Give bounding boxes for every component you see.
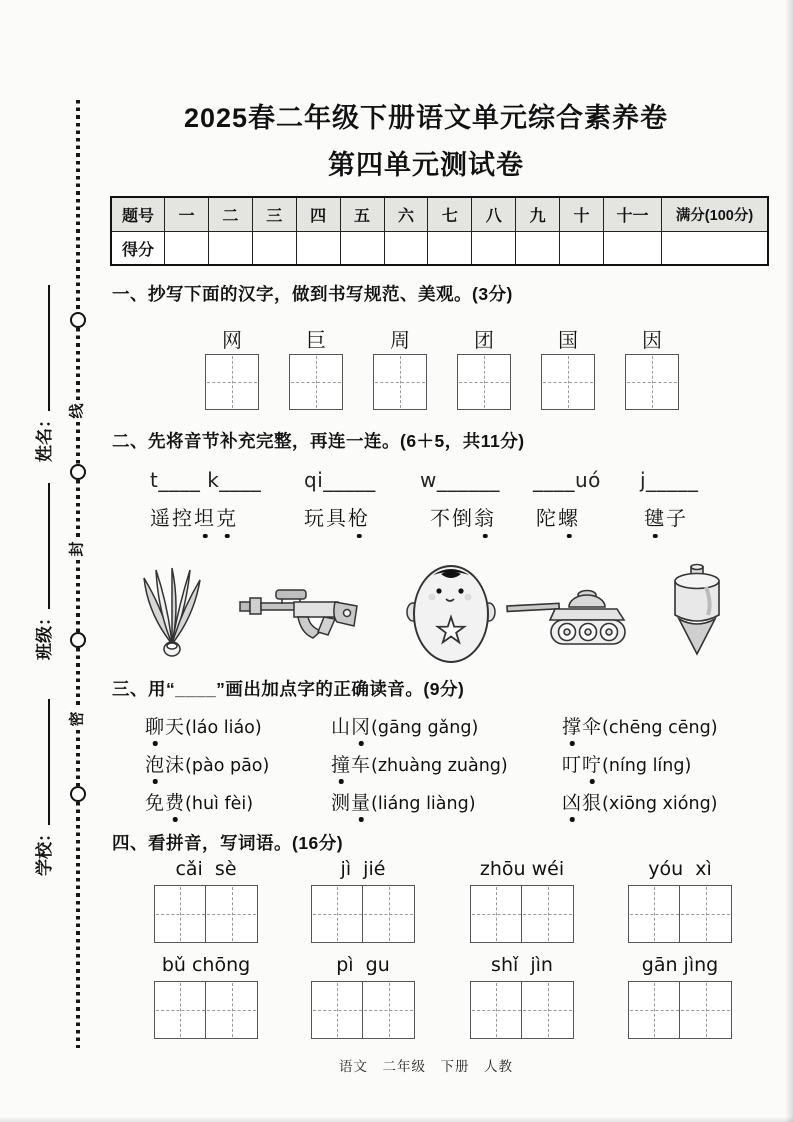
seal-char: 密 [68, 711, 86, 727]
school-field-label: 学校： [35, 825, 54, 876]
pinyin-label: zhōu wéi [479, 858, 565, 880]
hanzi-char: 泡 [145, 750, 165, 777]
score-table-header-cell: 八 [471, 198, 515, 231]
score-table-header-cell: 四 [296, 198, 340, 231]
pronunciation-item [331, 788, 562, 815]
hanzi-char: 咛 [582, 750, 602, 777]
hanzi-char: 不 [430, 508, 452, 530]
copy-char-column [457, 324, 511, 410]
score-empty-cell[interactable] [559, 231, 603, 264]
section1-copy-row [205, 324, 679, 410]
copy-char: 巨 [306, 330, 326, 352]
toy-gun-image [238, 574, 360, 653]
score-empty-cell[interactable] [164, 231, 208, 264]
hanzi-char: 翁 [474, 502, 496, 531]
toy-word [304, 502, 370, 531]
copy-char: 周 [390, 330, 410, 352]
pinyin-label: yóu xì [648, 858, 712, 880]
writing-box[interactable] [205, 885, 258, 943]
seal-dotted-segment [76, 422, 80, 464]
score-table-header-cell: 七 [427, 198, 471, 231]
copy-char-column [205, 324, 259, 410]
section1-heading: 一、抄写下面的汉字，做到书写规范、美观。(3分) [112, 284, 513, 304]
copy-char: 网 [222, 330, 242, 352]
seal-dotted-segment [76, 802, 80, 1048]
copy-char-column [289, 324, 343, 410]
writing-box[interactable] [362, 885, 415, 943]
hanzi-char: 量 [351, 788, 371, 815]
hanzi-char: 车 [351, 754, 372, 776]
hanzi-char: 毽 [644, 502, 666, 531]
school-field [30, 699, 55, 876]
writing-box[interactable] [628, 981, 681, 1039]
writing-grid[interactable] [311, 885, 415, 943]
pinyin-label: shǐ jìn [491, 954, 553, 976]
writing-box[interactable] [289, 354, 343, 410]
writing-grid[interactable] [470, 885, 574, 943]
toy-word [430, 502, 496, 531]
dotted-word [145, 717, 185, 738]
dotted-word [150, 508, 238, 530]
writing-box[interactable] [205, 981, 258, 1039]
pinyin-options[interactable]: (zhuàng zuàng) [371, 755, 508, 776]
writing-box[interactable] [470, 885, 523, 943]
pinyin-label: bǔ chōng [161, 954, 251, 976]
score-empty-cell[interactable] [384, 231, 428, 264]
seal-circle [70, 464, 86, 480]
name-field-blank[interactable] [34, 285, 50, 411]
writing-box[interactable] [679, 981, 732, 1039]
copy-char: 团 [474, 330, 494, 352]
page-footer: 语文 二年级 下册 人教 [339, 1059, 513, 1074]
seal-dotted-segment [76, 328, 80, 400]
hanzi-char: 螺 [558, 502, 580, 531]
hanzi-char: 倒 [452, 508, 474, 530]
writing-grid[interactable] [311, 981, 415, 1039]
score-table-header-cell: 六 [384, 198, 428, 231]
hanzi-char: 枪 [348, 502, 370, 531]
writing-box[interactable] [154, 885, 207, 943]
score-empty-cell[interactable] [296, 231, 340, 264]
seal-dotted-segment [76, 648, 80, 708]
pinyin-label: jì jié [340, 858, 386, 880]
score-empty-cell[interactable] [252, 231, 296, 264]
class-field-blank[interactable] [34, 483, 50, 609]
hanzi-char: 坦 [194, 502, 216, 531]
toy-word [536, 502, 580, 531]
hanzi-char: 测 [331, 792, 352, 814]
hanzi-char: 子 [666, 508, 688, 530]
paper-title-line2: 第四单元测试卷 [328, 150, 524, 180]
pinyin-word-column [469, 954, 575, 1039]
pinyin-word-column [310, 954, 416, 1039]
pronunciation-item [145, 712, 331, 739]
dotted-word [562, 755, 602, 776]
seal-char: 封 [68, 541, 86, 557]
score-table-header-cell: 二 [208, 198, 252, 231]
pinyin-options[interactable]: (níng líng) [602, 755, 692, 776]
writing-box[interactable] [470, 981, 523, 1039]
score-row-label: 得分 [112, 231, 164, 264]
score-table-header-cell: 五 [340, 198, 384, 231]
hanzi-char: 费 [165, 788, 185, 815]
copy-char-column [373, 324, 427, 410]
writing-box[interactable] [541, 354, 595, 410]
score-table-header-cell: 十 [559, 198, 603, 231]
toy-word [644, 502, 688, 531]
writing-box[interactable] [154, 981, 207, 1039]
pronunciation-item [331, 750, 562, 777]
writing-grid[interactable] [470, 981, 574, 1039]
school-field-blank[interactable] [34, 699, 50, 825]
name-field-label: 姓名： [35, 411, 54, 462]
pronunciation-item [331, 712, 562, 739]
seal-char: 线 [68, 403, 86, 419]
dotted-word [562, 717, 602, 738]
writing-box[interactable] [625, 354, 679, 410]
dotted-word [536, 508, 580, 530]
name-field [30, 285, 55, 462]
pinyin-options[interactable]: (liáng liàng) [371, 793, 476, 814]
pinyin-word-column [627, 954, 733, 1039]
syllable-blank[interactable]: j_____ [640, 468, 699, 492]
writing-box[interactable] [205, 354, 259, 410]
writing-box[interactable] [521, 981, 574, 1039]
hanzi-char: 陀 [536, 508, 558, 530]
hanzi-char: 冈 [351, 712, 371, 739]
syllable-blank[interactable]: qi_____ [304, 468, 376, 492]
hanzi-char: 伞 [582, 716, 603, 738]
syllable-blank[interactable]: ____uó [533, 468, 601, 492]
writing-box[interactable] [362, 981, 415, 1039]
dotted-word [430, 508, 496, 530]
hanzi-char: 克 [216, 502, 238, 531]
writing-grid[interactable] [154, 885, 258, 943]
hanzi-char: 狠 [582, 792, 603, 814]
hanzi-char: 玩 [304, 508, 326, 530]
seal-dotted-segment [76, 560, 80, 632]
pinyin-options[interactable]: (láo liáo) [185, 717, 262, 738]
writing-box[interactable] [628, 885, 681, 943]
writing-box[interactable] [679, 885, 732, 943]
writing-box[interactable] [373, 354, 427, 410]
dotted-word [644, 508, 688, 530]
hanzi-char: 山 [331, 716, 352, 738]
score-table-header-cell: 满分(100分) [661, 198, 767, 231]
section2-heading: 二、先将音节补充完整，再连一连。(6＋5，共11分) [112, 431, 525, 451]
score-empty-cell[interactable] [515, 231, 559, 264]
pronunciation-item [562, 788, 770, 815]
scan-edge-shadow-bottom [0, 1117, 793, 1122]
paper-title-line1: 2025春二年级下册语文单元综合素养卷 [183, 103, 669, 133]
pinyin-word-column [310, 858, 416, 943]
toy-word [150, 502, 238, 531]
writing-grid[interactable] [154, 981, 258, 1039]
copy-char-column [541, 324, 595, 410]
score-empty-cell[interactable] [471, 231, 515, 264]
tank-image [505, 585, 633, 656]
pronunciation-item [562, 712, 770, 739]
pinyin-options[interactable]: (xiōng xióng) [602, 793, 718, 814]
copy-char: 国 [558, 330, 578, 352]
score-table-header-cell: 十一 [603, 198, 661, 231]
score-table-header-cell: 题号 [112, 198, 164, 231]
score-table-header-cell: 九 [515, 198, 559, 231]
dotted-word [562, 793, 602, 814]
syllable-blank[interactable]: t____ k____ [150, 468, 262, 492]
writing-box[interactable] [457, 354, 511, 410]
seal-line [70, 100, 85, 1040]
score-table-header-cell: 一 [164, 198, 208, 231]
pinyin-options[interactable]: (chēng cēng) [602, 717, 718, 738]
pinyin-word-column [153, 858, 259, 943]
pinyin-label: cǎi sè [175, 858, 237, 880]
seal-circle [70, 786, 86, 802]
pronunciation-item [145, 750, 331, 777]
score-table [110, 196, 769, 266]
seal-circle [70, 312, 86, 328]
writing-box[interactable] [311, 981, 364, 1039]
dotted-word [304, 508, 370, 530]
hanzi-char: 控 [172, 508, 194, 530]
dotted-word [145, 793, 185, 814]
score-empty-cell[interactable] [661, 231, 767, 264]
syllable-blank[interactable]: w______ [420, 468, 500, 492]
shuttlecock-image [140, 562, 204, 667]
pinyin-options[interactable]: (huì fèi) [185, 793, 254, 814]
pinyin-options[interactable]: (gāng gǎng) [371, 717, 479, 738]
section3-heading: 三、用“____”画出加点字的正确读音。(9分) [112, 679, 465, 699]
pinyin-word-column [469, 858, 575, 943]
hanzi-char: 聊 [145, 712, 165, 739]
hanzi-char: 遥 [150, 508, 172, 530]
scan-edge-shadow-right [785, 0, 793, 1122]
pinyin-label: pì gu [336, 954, 390, 976]
pinyin-options[interactable]: (pào pāo) [185, 755, 270, 776]
dotted-word [331, 717, 371, 738]
seal-dotted-segment [76, 100, 80, 312]
class-field-label: 班级： [35, 609, 54, 660]
score-empty-cell[interactable] [427, 231, 471, 264]
hanzi-char: 叮 [562, 754, 583, 776]
writing-box[interactable] [311, 885, 364, 943]
score-table-header-cell: 三 [252, 198, 296, 231]
hanzi-char: 天 [165, 716, 186, 738]
score-empty-cell[interactable] [208, 231, 252, 264]
spinning-top-image [666, 563, 728, 664]
copy-char-column [625, 324, 679, 410]
pronunciation-item [562, 750, 770, 777]
section3-grid [145, 706, 770, 820]
tumbler-doll-image [403, 560, 499, 669]
score-empty-cell[interactable] [603, 231, 661, 264]
writing-box[interactable] [521, 885, 574, 943]
dotted-word [331, 793, 371, 814]
writing-grid[interactable] [628, 981, 732, 1039]
copy-char: 因 [642, 330, 662, 352]
pinyin-word-column [153, 954, 259, 1039]
dotted-word [331, 755, 371, 776]
hanzi-char: 沫 [165, 754, 186, 776]
section4-heading: 四、看拼音，写词语。(16分) [112, 833, 344, 853]
pinyin-label: gān jìng [641, 954, 719, 976]
hanzi-char: 撑 [562, 712, 582, 739]
pinyin-word-column [627, 858, 733, 943]
score-empty-cell[interactable] [340, 231, 384, 264]
writing-grid[interactable] [628, 885, 732, 943]
hanzi-char: 撞 [331, 750, 351, 777]
hanzi-char: 具 [326, 508, 348, 530]
pronunciation-item [145, 788, 331, 815]
seal-dotted-segment [76, 730, 80, 786]
seal-dotted-segment [76, 480, 80, 538]
hanzi-char: 免 [145, 792, 166, 814]
hanzi-char: 凶 [562, 788, 582, 815]
dotted-word [145, 755, 185, 776]
seal-circle [70, 632, 86, 648]
class-field [30, 483, 55, 660]
